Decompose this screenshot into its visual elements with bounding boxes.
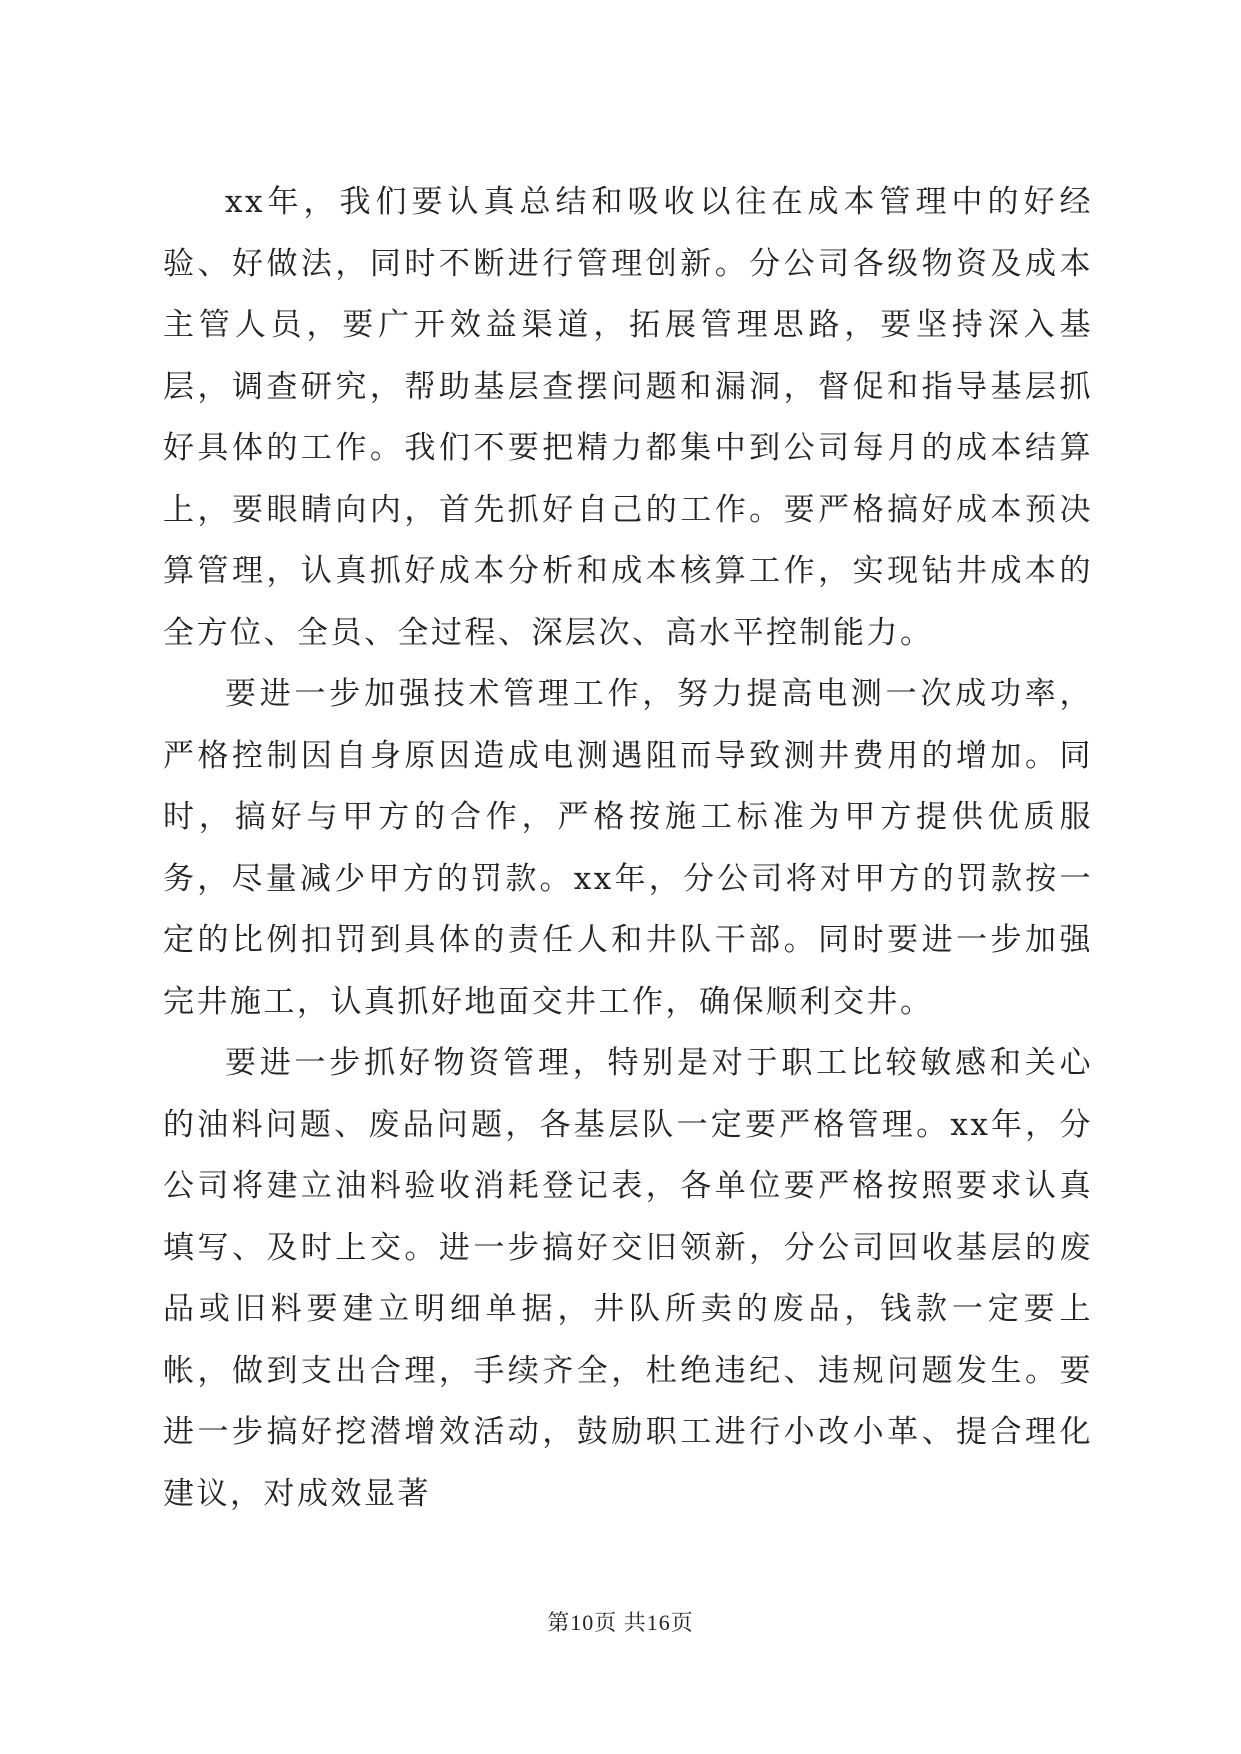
page-number-footer: 第10页 共16页 [547, 1610, 694, 1635]
paragraph-material-management: 要进一步抓好物资管理，特别是对于职工比较敏感和关心的油料问题、废品问题，各基层队一定要严格管理。xx年，分公司将建立油料验收消耗登记表，各单位要严格按照要求认真填写、及时上交。进一步搞好交旧领新，分公司回收基层的废品或旧料要建立明细单据，井队所卖的废品，钱款一定要上帐，做到支出合理，手续齐全，杜绝违纪、违规问题发生。要进一步搞好挖潜增效活动，鼓励职工进行小改小革、提合理化建议，对成效显著 [163, 1045, 1093, 1512]
document-body [163, 172, 1093, 1525]
paragraph-technical-management: 要进一步加强技术管理工作，努力提高电测一次成功率，严格控制因自身原因造成电测遇阻而导致测井费用的增加。同时，搞好与甲方的合作，严格按施工标准为甲方提供优质服务，尽量减少甲方的罚款。xx年，分公司将对甲方的罚款按一定的比例扣罚到具体的责任人和井队干部。同时要进一步加强完井施工，认真抓好地面交井工作，确保顺利交井。 [163, 676, 1093, 1020]
paragraph-cost-management: xx年，我们要认真总结和吸收以往在成本管理中的好经验、好做法，同时不断进行管理创新。分公司各级物资及成本主管人员，要广开效益渠道，拓展管理思路，要坚持深入基层，调查研究，帮助基层查摆问题和漏洞，督促和指导基层抓好具体的工作。我们不要把精力都集中到公司每月的成本结算上，要眼睛向内，首先抓好自己的工作。要严格搞好成本预决算管理，认真抓好成本分析和成本核算工作，实现钻井成本的全方位、全员、全过程、深层次、高水平控制能力。 [163, 184, 1093, 651]
